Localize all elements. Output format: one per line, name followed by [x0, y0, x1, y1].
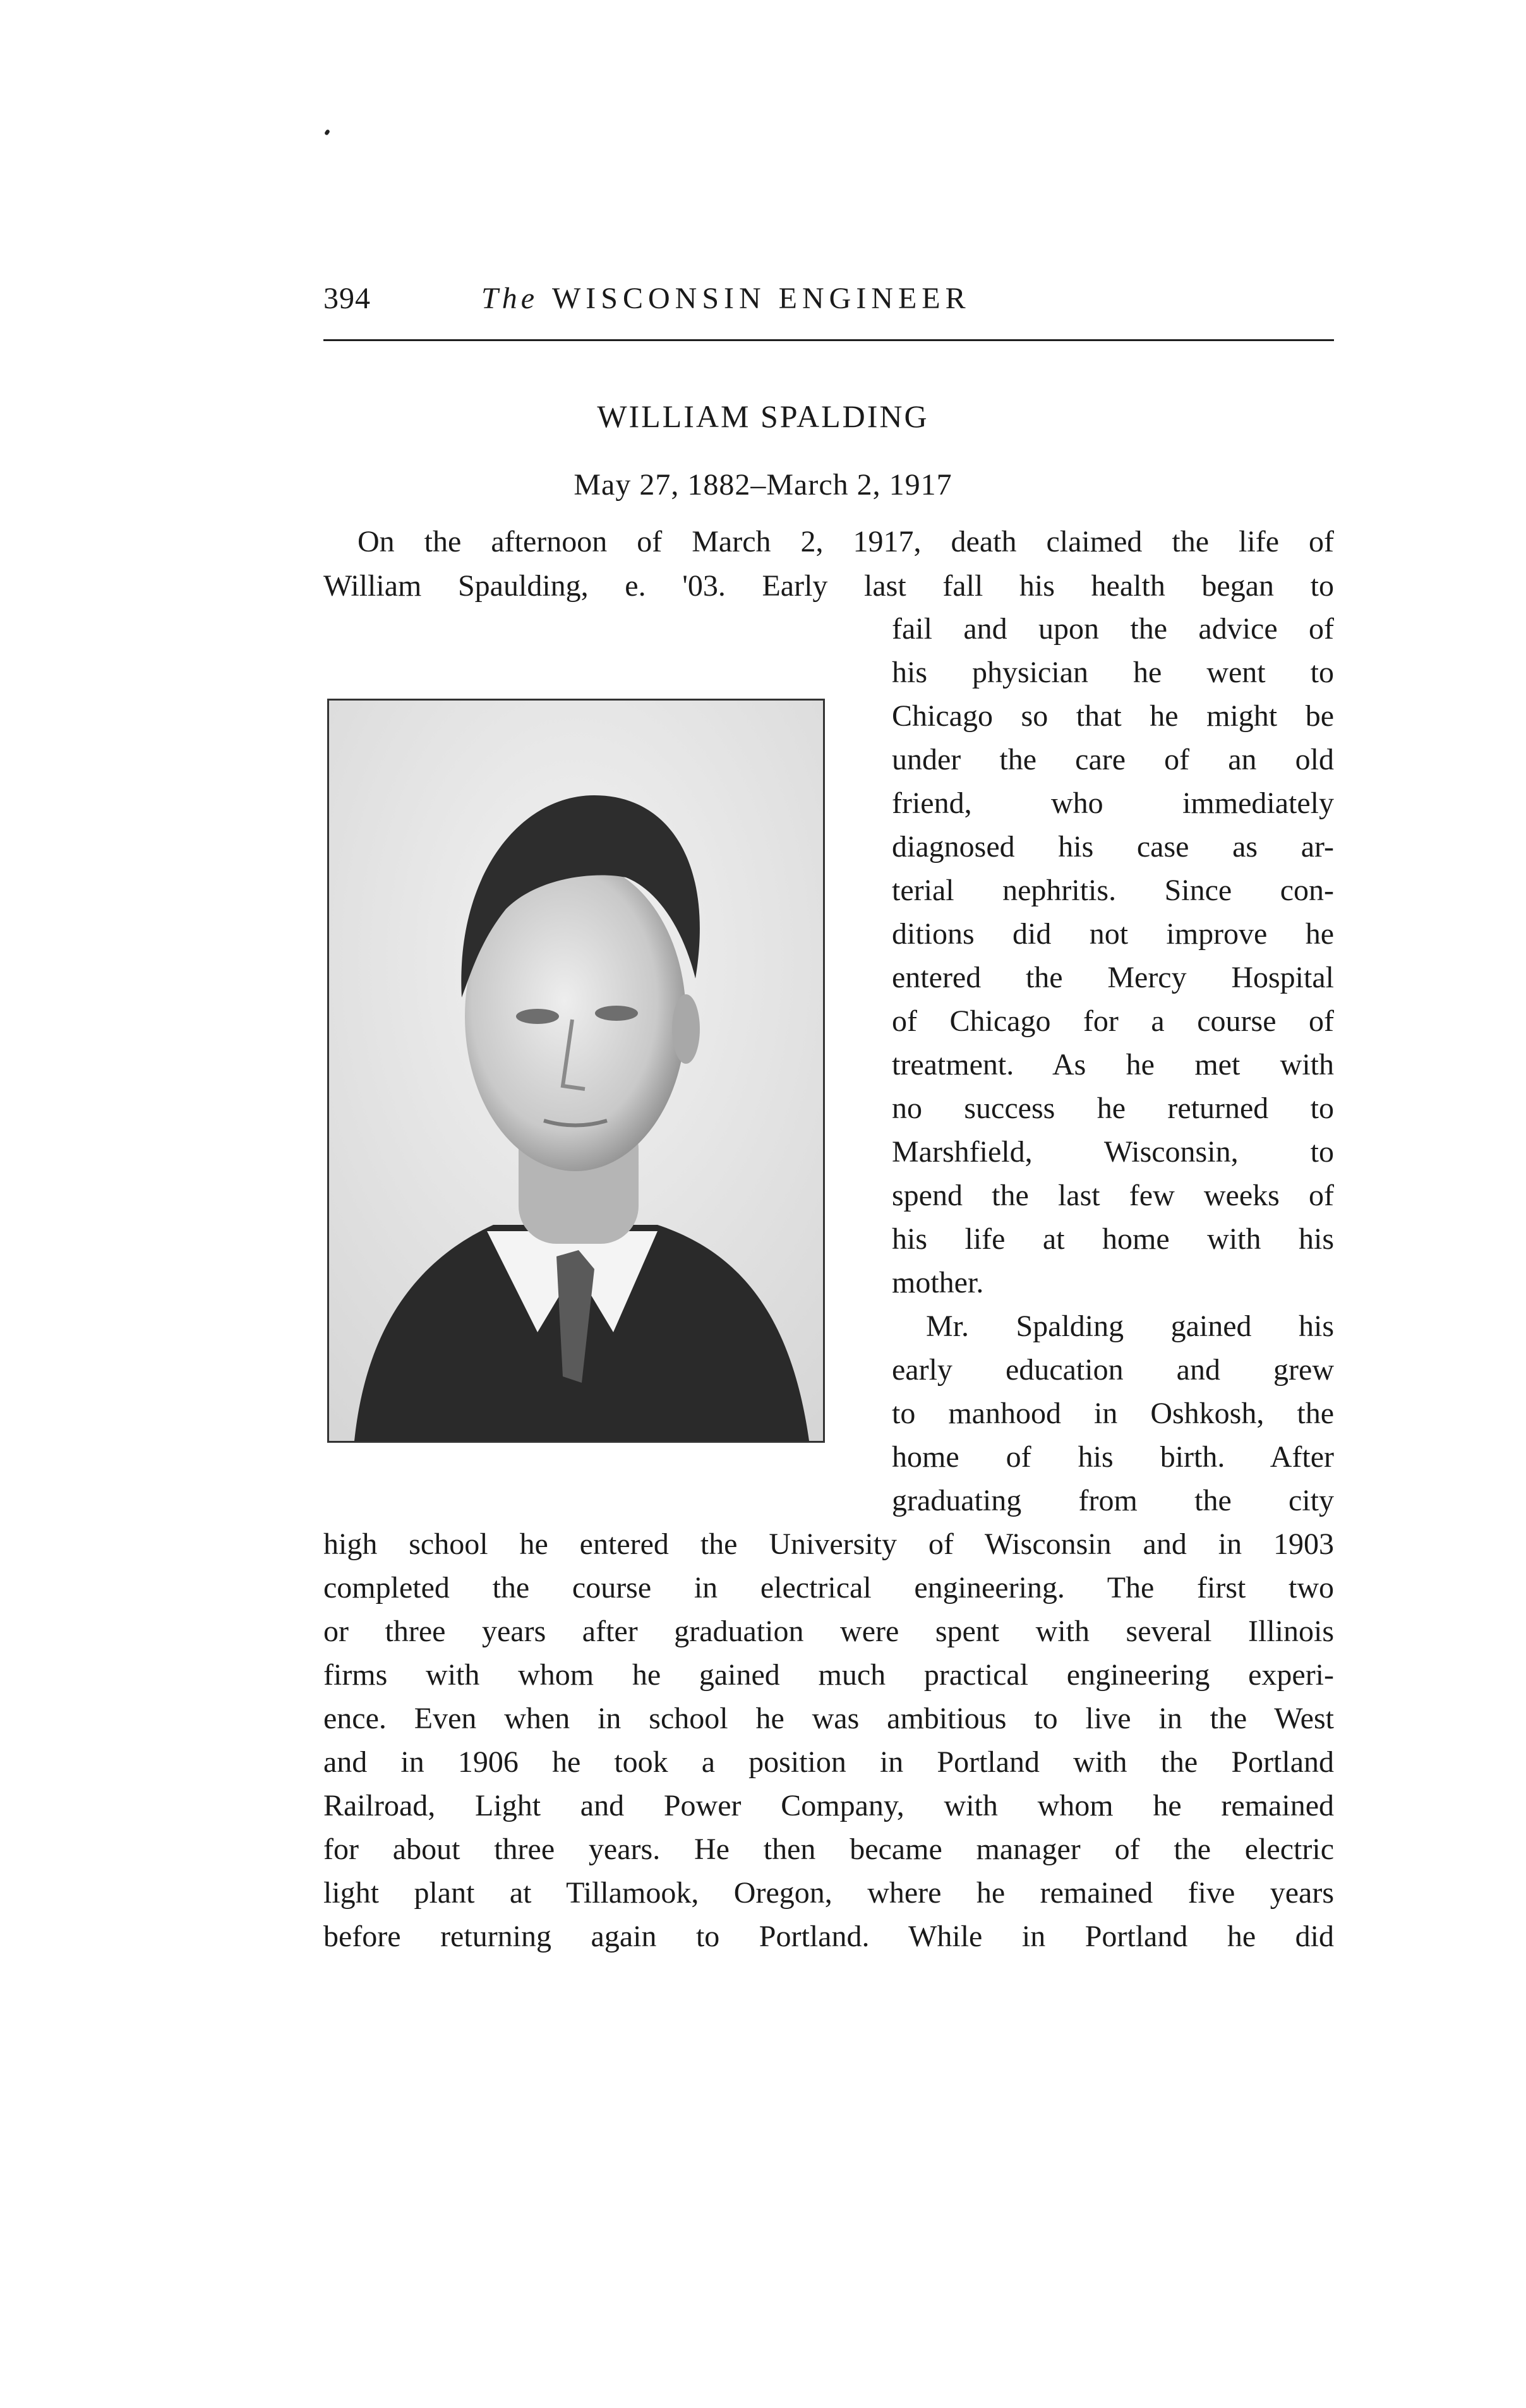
line-5: Chicago so that he might be: [892, 699, 1334, 733]
line-8: diagnosed his case as ar-: [892, 830, 1334, 864]
line-20: early education and grew: [892, 1353, 1334, 1387]
line-27: firms with whom he gained much practical engineering experi-: [323, 1658, 1334, 1692]
line-4: his physician he went to: [892, 656, 1334, 689]
line-1: On the afternoon of March 2, 1917, death claimed the life of: [357, 525, 1334, 558]
stray-ink-mark: [324, 129, 330, 136]
line-12: of Chicago for a course of: [892, 1004, 1334, 1038]
journal-title-name: WISCONSIN ENGINEER: [552, 282, 971, 315]
line-21: to manhood in Oshkosh, the: [892, 1397, 1334, 1430]
line-2: William Spaulding, e. '03. Early last fall his health began to: [323, 569, 1334, 603]
line-28: ence. Even when in school he was ambitious to live in the West: [323, 1702, 1334, 1735]
line-10: ditions did not improve he: [892, 917, 1334, 951]
portrait-photo: [327, 699, 825, 1443]
line-6: under the care of an old: [892, 743, 1334, 776]
page-number: 394: [323, 282, 371, 315]
line-22: home of his birth. After: [892, 1440, 1334, 1474]
line-18: mother.: [892, 1266, 984, 1299]
line-13: treatment. As he met with: [892, 1048, 1334, 1081]
article-title: WILLIAM SPALDING: [597, 399, 929, 434]
line-7: friend, who immediately: [892, 786, 1334, 820]
line-26: or three years after graduation were spent with several Illinois: [323, 1615, 1334, 1648]
header-rule: [323, 339, 1334, 341]
journal-title-the: The: [481, 282, 538, 315]
line-23: graduating from the city: [892, 1484, 1334, 1517]
line-32: light plant at Tillamook, Oregon, where he remained five years: [323, 1876, 1334, 1910]
line-33: before returning again to Portland. While in Portland he did: [323, 1920, 1334, 1953]
running-header: [323, 281, 1334, 332]
line-14: no success he returned to: [892, 1092, 1334, 1125]
line-31: for about three years. He then became manager of the electric: [323, 1833, 1334, 1866]
line-16: spend the last few weeks of: [892, 1179, 1334, 1212]
line-30: Railroad, Light and Power Company, with whom he remained: [323, 1789, 1334, 1822]
line-3: fail and upon the advice of: [892, 612, 1334, 646]
line-9: terial nephritis. Since con-: [892, 874, 1334, 907]
line-15: Marshfield, Wisconsin, to: [892, 1135, 1334, 1169]
line-11: entered the Mercy Hospital: [892, 961, 1334, 994]
line-29: and in 1906 he took a position in Portland with the Portland: [323, 1745, 1334, 1779]
line-17: his life at home with his: [892, 1222, 1334, 1256]
journal-title: [481, 281, 971, 316]
line-19: Mr. Spalding gained his: [926, 1309, 1334, 1343]
line-25: completed the course in electrical engineering. The first two: [323, 1571, 1334, 1604]
life-dates: May 27, 1882–March 2, 1917: [574, 468, 952, 502]
line-24: high school he entered the University of Wisconsin and in 1903: [323, 1527, 1334, 1561]
